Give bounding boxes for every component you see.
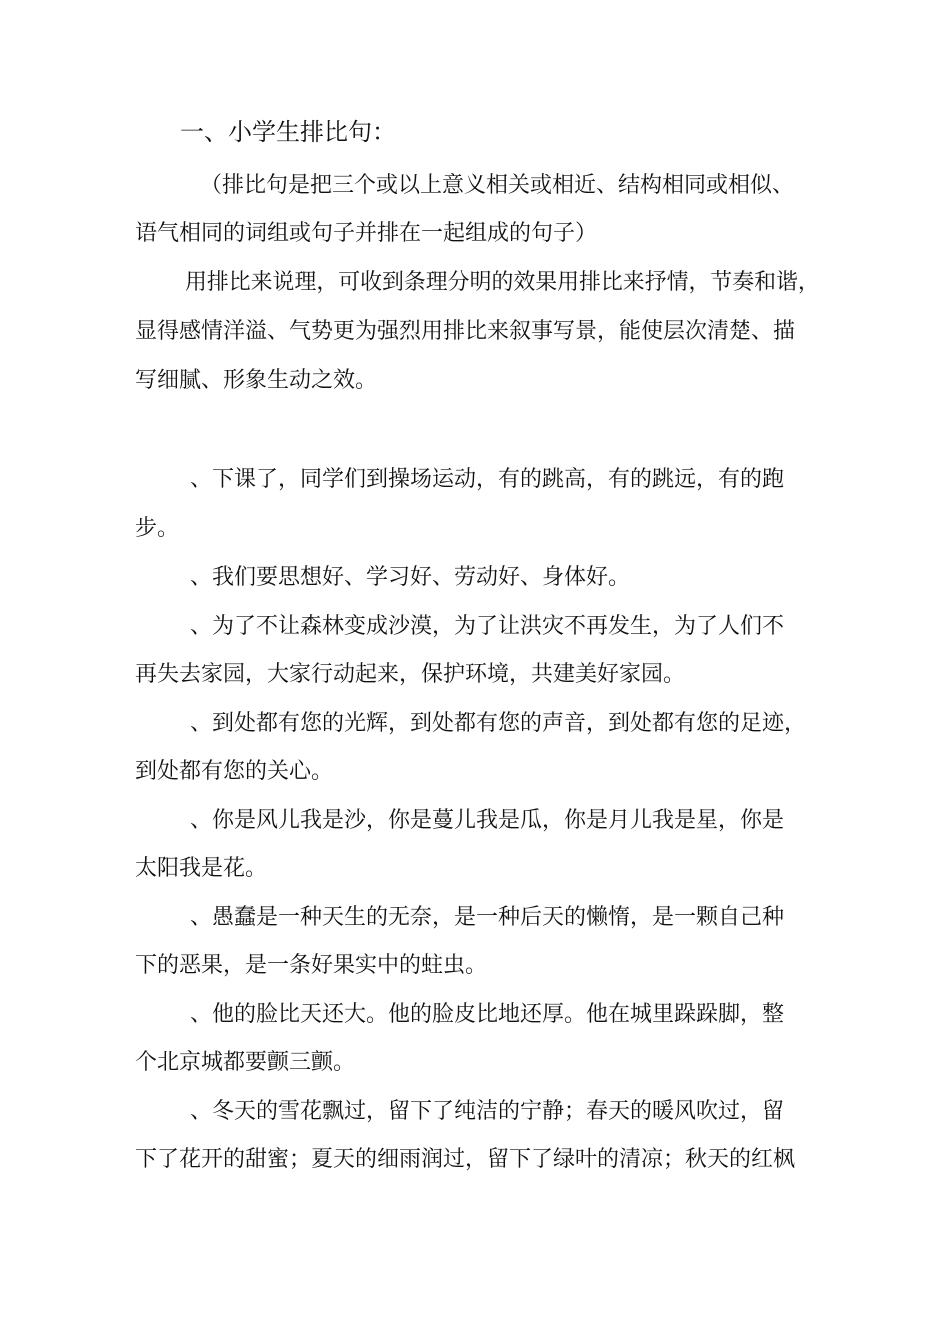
example-1-line-2: 步。 — [135, 516, 180, 541]
example-5-line-1: 、你是风儿我是沙，你是蔓儿我是瓜，你是月儿我是星，你是 — [190, 808, 785, 833]
example-7-line-1: 、他的脸比天还大。他的脸皮比地还厚。他在城里跺跺脚，整 — [190, 1002, 785, 1027]
example-4-line-1: 、到处都有您的光辉，到处都有您的声音，到处都有您的足迹， — [190, 711, 807, 736]
intro-line-3: 写细腻、形象生动之效。 — [135, 368, 378, 393]
example-1-line-1: 、下课了，同学们到操场运动，有的跳高，有的跳远，有的跑 — [190, 467, 785, 492]
example-2-line-1: 、我们要思想好、学习好、劳动好、身体好。 — [190, 565, 631, 590]
example-4-line-2: 到处都有您的关心。 — [135, 759, 334, 784]
example-8-line-2: 下了花开的甜蜜；夏天的细雨润过，留下了绿叶的清凉；秋天的红枫 — [135, 1147, 796, 1172]
definition-line-2: 语气相同的词组或句子并排在一起组成的句子） — [135, 221, 598, 246]
example-3-line-1: 、为了不让森林变成沙漠，为了让洪灾不再发生，为了人们不 — [190, 614, 785, 639]
example-8-line-1: 、冬天的雪花飘过，留下了纯洁的宁静；春天的暖风吹过，留 — [190, 1099, 785, 1124]
section-heading: 一、小学生排比句： — [180, 118, 396, 146]
example-6-line-1: 、愚蠢是一种天生的无奈，是一种后天的懒惰，是一颗自己种 — [190, 905, 785, 930]
definition-line-1: （排比句是把三个或以上意义相关或相近、结构相同或相似、 — [200, 173, 795, 198]
example-7-line-2: 个北京城都要颤三颤。 — [135, 1050, 356, 1075]
example-6-line-2: 下的恶果，是一条好果实中的蛀虫。 — [135, 953, 488, 978]
example-5-line-2: 太阳我是花。 — [135, 856, 268, 881]
intro-line-1: 用排比来说理，可收到条理分明的效果用排比来抒情，节奏和谐， — [185, 270, 820, 295]
intro-line-2: 显得感情洋溢、气势更为强烈用排比来叙事写景，能使层次清楚、描 — [135, 319, 796, 344]
example-3-line-2: 再失去家园，大家行动起来，保护环境，共建美好家园。 — [135, 662, 686, 687]
